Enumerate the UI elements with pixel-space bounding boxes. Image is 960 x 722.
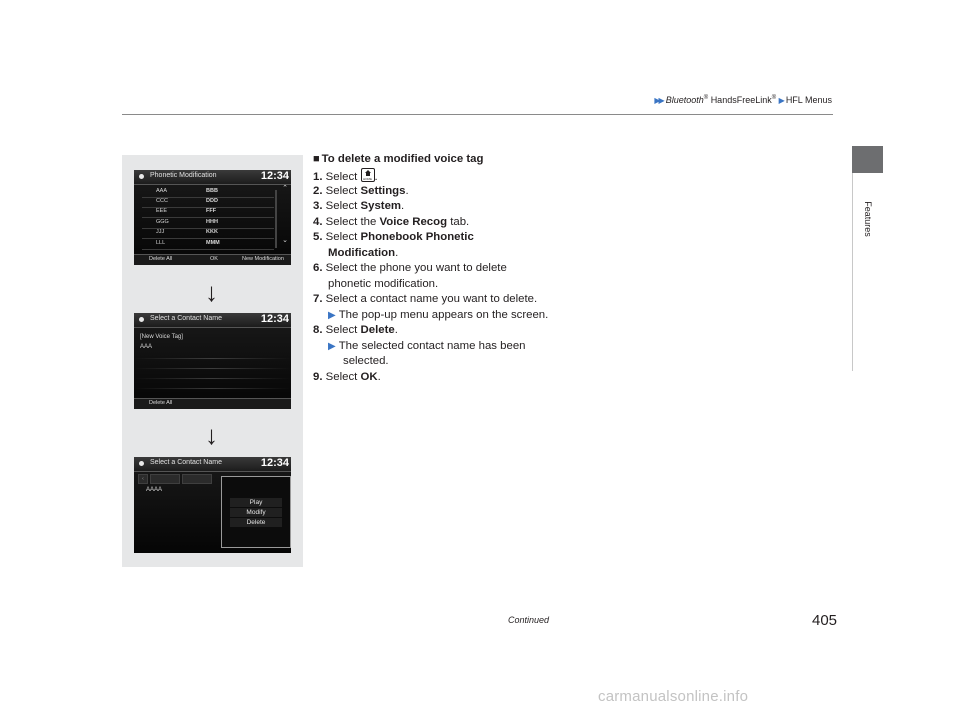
scrollbar[interactable] xyxy=(275,190,277,248)
screen-select-contact xyxy=(134,313,291,409)
breadcrumb-hfl-menus: HFL Menus xyxy=(785,95,832,105)
contact-name: AAA xyxy=(156,188,168,194)
contact-name: FFF xyxy=(206,208,217,214)
side-tab-marker xyxy=(852,146,883,173)
side-tab-line xyxy=(852,173,853,371)
step-5: 5. Select Phonebook Phonetic xyxy=(313,231,474,243)
contact-list-item[interactable]: AAA xyxy=(140,344,153,350)
watermark: carmanualsonline.info xyxy=(598,688,749,705)
contact-name: HHH xyxy=(206,219,218,225)
screen-status-icon xyxy=(139,317,144,322)
home-icon: HOME xyxy=(361,168,375,182)
breadcrumb-reg-mark: ® xyxy=(771,95,777,101)
screen-clock: 12:34 xyxy=(260,457,289,469)
screen-clock: 12:34 xyxy=(260,313,289,325)
contact-name: CCC xyxy=(156,198,168,204)
screen-header xyxy=(134,313,291,328)
step-8-sub: ▶ The selected contact name has been xyxy=(328,340,526,352)
screen-title: Select a Contact Name xyxy=(150,315,222,322)
popup-menu xyxy=(221,476,291,548)
tab-chip[interactable] xyxy=(182,474,212,484)
new-modification-button[interactable]: New Modification xyxy=(242,256,284,262)
breadcrumb-reg-mark: ® xyxy=(703,95,709,101)
contact-row[interactable] xyxy=(142,207,274,218)
step-9: 9. Select OK. xyxy=(313,371,381,383)
square-bullet-icon: ■ xyxy=(313,153,320,165)
tab-chip[interactable] xyxy=(150,474,180,484)
new-voice-tag-item[interactable]: [New Voice Tag] xyxy=(140,334,183,340)
section-title: ■ To delete a modified voice tag xyxy=(313,153,484,165)
back-tab-icon[interactable]: ‹ xyxy=(138,474,148,484)
breadcrumb-bluetooth: Bluetooth xyxy=(665,95,704,105)
contact-name: DDD xyxy=(206,198,218,204)
contact-name: LLL xyxy=(156,240,166,246)
background-glow xyxy=(134,378,291,379)
step-2: 2. Select Settings. xyxy=(313,185,409,197)
breadcrumb-arrow-icon: ▶▶ xyxy=(654,96,663,105)
contact-name: GGG xyxy=(156,219,169,225)
step-6-cont: phonetic modification. xyxy=(328,278,439,290)
breadcrumb xyxy=(602,95,832,105)
play-menu-item[interactable]: Play xyxy=(230,498,282,507)
breadcrumb-hfl: HandsFreeLink xyxy=(710,95,772,105)
step-7: 7. Select a contact name you want to delete. xyxy=(313,293,538,305)
continued-label: Continued xyxy=(508,615,550,625)
screen-footer xyxy=(134,254,291,265)
side-tab-label: Features xyxy=(863,201,873,237)
step-8-sub-cont: selected. xyxy=(343,355,389,367)
screen-title: Phonetic Modification xyxy=(150,172,217,179)
step-6: 6. Select the phone you want to delete xyxy=(313,262,507,274)
screen-title: Select a Contact Name xyxy=(150,459,222,466)
down-arrow-icon: ↓ xyxy=(205,420,218,450)
step-1: 1. Select HOME . xyxy=(313,168,378,186)
screen-status-icon xyxy=(139,461,144,466)
step-4: 4. Select the Voice Recog tab. xyxy=(313,216,470,228)
screen-footer xyxy=(134,398,291,409)
delete-all-button[interactable]: Delete All xyxy=(149,256,173,262)
breadcrumb-arrow-icon: ▶ xyxy=(778,96,783,105)
step-8: 8. Select Delete. xyxy=(313,324,398,336)
contact-list-item[interactable]: AAAA xyxy=(146,487,163,493)
screen-status-icon xyxy=(139,174,144,179)
header-divider xyxy=(122,114,833,115)
screen-clock: 12:34 xyxy=(260,170,289,182)
background-glow xyxy=(134,388,291,389)
scroll-up-icon[interactable]: ⌃ xyxy=(282,185,288,192)
contact-row[interactable] xyxy=(142,228,274,239)
contact-name: JJJ xyxy=(156,229,165,235)
background-glow xyxy=(134,358,291,359)
modify-menu-item[interactable]: Modify xyxy=(230,508,282,517)
step-5-cont: Modification. xyxy=(328,247,399,259)
screen-select-contact-popup xyxy=(134,457,291,553)
delete-menu-item[interactable]: Delete xyxy=(230,518,282,527)
scroll-down-icon[interactable]: ⌄ xyxy=(282,237,288,244)
screen-header xyxy=(134,170,291,185)
contact-name: KKK xyxy=(206,229,218,235)
result-arrow-icon: ▶ xyxy=(328,341,336,352)
ok-button[interactable]: OK xyxy=(210,256,218,262)
page-number: 405 xyxy=(812,612,838,629)
contact-name: BBB xyxy=(206,188,218,194)
screen-phonetic-modification xyxy=(134,170,291,265)
background-glow xyxy=(134,368,291,369)
contact-row[interactable] xyxy=(142,239,274,250)
contact-name: EEE xyxy=(156,208,168,214)
result-arrow-icon: ▶ xyxy=(328,310,336,321)
delete-all-button[interactable]: Delete All xyxy=(149,400,173,406)
step-3: 3. Select System. xyxy=(313,200,405,212)
down-arrow-icon: ↓ xyxy=(205,277,218,307)
screen-header xyxy=(134,457,291,472)
contact-name: MMM xyxy=(206,240,220,246)
step-7-sub: ▶ The pop-up menu appears on the screen. xyxy=(328,309,549,321)
